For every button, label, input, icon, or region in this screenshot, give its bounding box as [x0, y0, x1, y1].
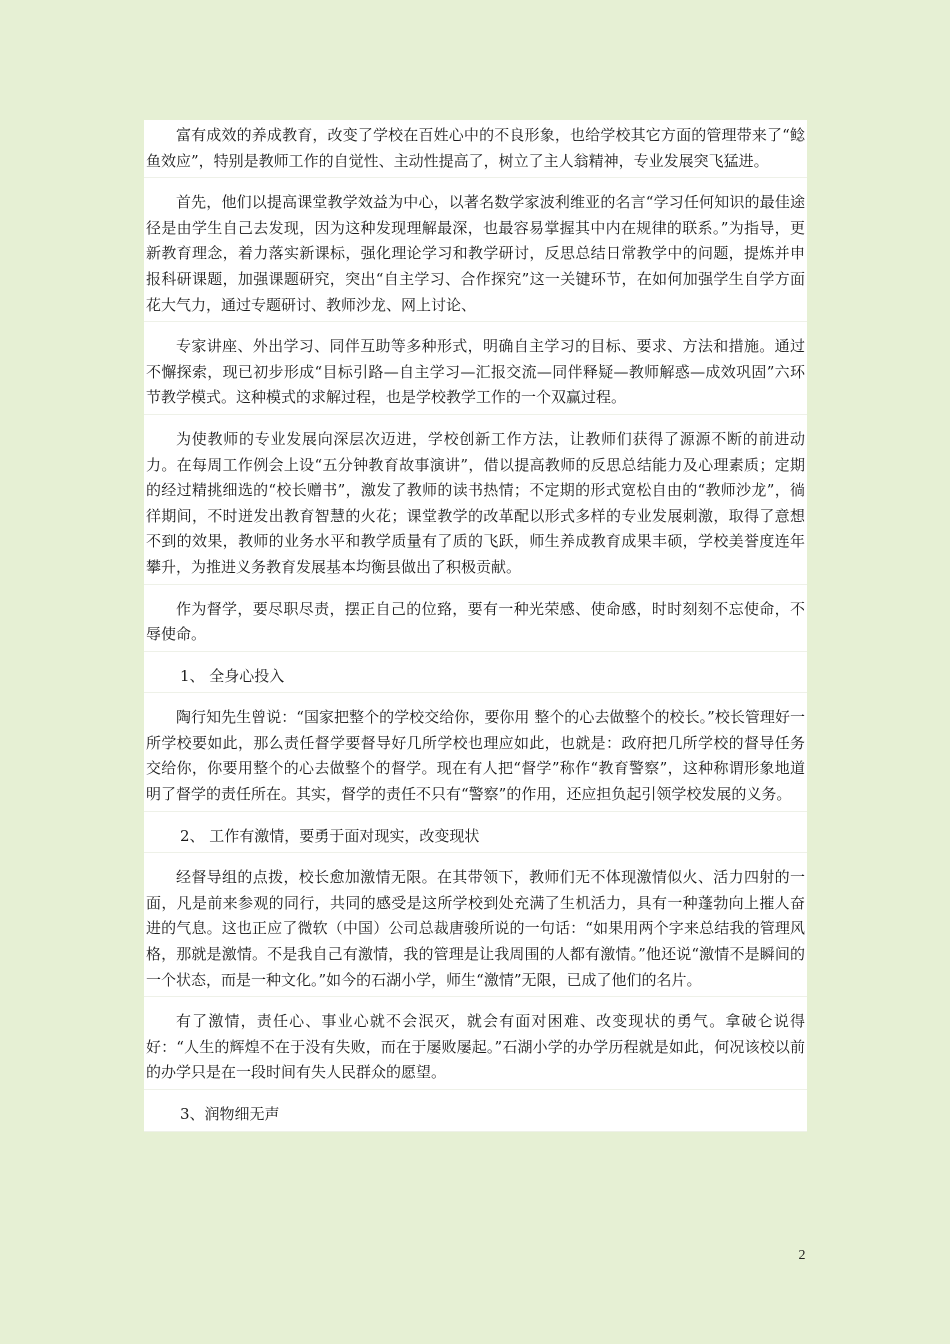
page-number: 2 — [798, 1248, 806, 1263]
paragraph: 专家讲座、外出学习、同伴互助等多种形式，明确自主学习的目标、要求、方法和措施。通过不懈探索，现已初步形成“目标引路—自主学习—汇报交流—同伴释疑—教师解惑—成效巩固”六环节教学模式。这种模式的求解过程，也是学校教学工作的一个双赢过程。 — [144, 322, 807, 415]
document-body — [144, 120, 807, 1132]
paragraph: 首先，他们以提高课堂教学效益为中心，以著名数学家波利维亚的名言“学习任何知识的最佳途径是由学生自己去发现，因为这种发现理解最深，也最容易掌握其中内在规律的联系。”为指导，更新教育理念，着力落实新课标，强化理论学习和教学研讨，反思总结日常教学中的问题，提炼并申报科研课题，加强课题研究，突出“自主学习、合作探究”这一关键环节，在如何加强学生自学方面花大气力，通过专题研讨、教师沙龙、网上讨论、 — [144, 178, 807, 322]
paragraph: 作为督学，要尽职尽责，摆正自己的位臵，要有一种光荣感、使命感，时时刻刻不忘使命，不辱使命。 — [144, 585, 807, 652]
paragraph: 为使教师的专业发展向深层次迈进，学校创新工作方法，让教师们获得了源源不断的前进动力。在每周工作例会上设“五分钟教育故事演讲”，借以提高教师的反思总结能力及心理素质；定期的经过精挑细选的“校长赠书”，激发了教师的读书热情；不定期的形式宽松自由的“教师沙龙”，徜徉期间，不时迸发出教育智慧的火花；课堂教学的改革配以形式多样的专业发展刺激，取得了意想不到的效果，教师的业务水平和教学质量有了质的飞跃，师生养成教育成果丰硕，学校美誉度连年攀升，为推进义务教育发展基本均衡县做出了积极贡献。 — [144, 415, 807, 585]
section-heading: 2、 工作有激情，要勇于面对现实，改变现状 — [144, 812, 807, 854]
paragraph: 陶行知先生曾说：“国家把整个的学校交给你，要你用 整个的心去做整个的校长。”校长管理好一所学校要如此，那么责任督学要督导好几所学校也理应如此，也就是：政府把几所学校的督导任务交给你，你要用整个的心去做整个的督学。现在有人把“督学”称作“教育警察”，这种称谓形象地道明了督学的责任所在。其实，督学的责任不只有“警察”的作用，还应担负起引领学校发展的义务。 — [144, 693, 807, 811]
section-heading: 3、润物细无声 — [144, 1090, 807, 1132]
paragraph: 富有成效的养成教育，改变了学校在百姓心中的不良形象，也给学校其它方面的管理带来了“鲶鱼效应”，特别是教师工作的自觉性、主动性提高了，树立了主人翁精神，专业发展突飞猛进。 — [144, 120, 807, 178]
paragraph: 经督导组的点拨，校长愈加激情无限。在其带领下，教师们无不体现激情似火、活力四射的一面，凡是前来参观的同行，共同的感受是这所学校到处充满了生机活力，具有一种蓬勃向上摧人奋进的气息。这也正应了微软（中国）公司总裁唐骏所说的一句话：“如果用两个字来总结我的管理风格，那就是激情。不是我自己有激情，我的管理是让我周围的人都有激情。”他还说“激情不是瞬间的一个状态，而是一种文化。”如今的石湖小学，师生“激情”无限，已成了他们的名片。 — [144, 853, 807, 997]
paragraph: 有了激情，责任心、事业心就不会泯灭，就会有面对困难、改变现状的勇气。拿破仑说得好：“人生的辉煌不在于没有失败，而在于屡败屡起。”石湖小学的办学历程就是如此，何况该校以前的办学只是在一段时间有失人民群众的愿望。 — [144, 997, 807, 1090]
section-heading: 1、 全身心投入 — [144, 652, 807, 694]
